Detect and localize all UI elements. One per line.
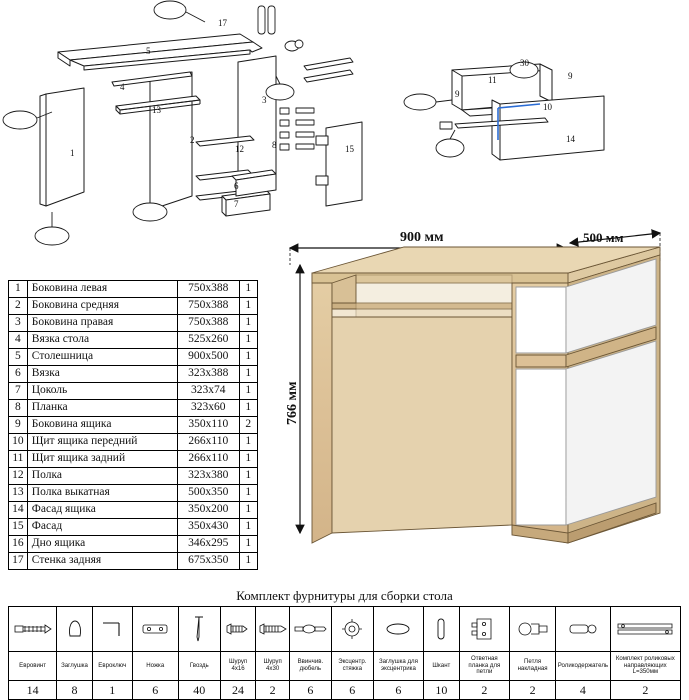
table-row [9, 536, 258, 553]
cap-icon [57, 607, 93, 652]
hardware-count: 10 [424, 681, 460, 700]
hardware-label: Гвоздь [178, 652, 220, 681]
part-number: 11 [9, 451, 28, 468]
hardware-label: Евровинт [9, 652, 57, 681]
part-name: Полка [27, 468, 177, 485]
table-row [9, 502, 258, 519]
svg-text:8: 8 [272, 140, 277, 150]
table-row [9, 366, 258, 383]
svg-text:5: 5 [146, 46, 151, 56]
table-row [9, 315, 258, 332]
desk-depth-label: 500 мм [583, 230, 624, 245]
euro-screw-icon [9, 607, 57, 652]
part-number: 15 [9, 519, 28, 536]
part-name: Стенка задняя [27, 553, 177, 570]
svg-text:3: 3 [262, 95, 267, 105]
hinge-overlay-icon [510, 607, 556, 652]
part-name: Вязка стола [27, 332, 177, 349]
part-number: 9 [9, 417, 28, 434]
part-dimension: 266x110 [177, 434, 239, 451]
part-name: Боковина средняя [27, 298, 177, 315]
parts-list-table [8, 280, 258, 570]
screw-4x30-icon [256, 607, 290, 652]
parts-list-body [9, 281, 258, 570]
part-dimension: 323x74 [177, 383, 239, 400]
part-dimension: 750x388 [177, 281, 239, 298]
part-name: Щит ящика задний [27, 451, 177, 468]
part-number: 7 [9, 383, 28, 400]
part-dimension: 350x430 [177, 519, 239, 536]
part-quantity: 1 [239, 281, 257, 298]
part-number: 1 [9, 281, 28, 298]
roller-rails-icon [610, 607, 680, 652]
part-dimension: 675x350 [177, 553, 239, 570]
part-quantity: 1 [239, 349, 257, 366]
hardware-count: 2 [510, 681, 556, 700]
table-row [9, 434, 258, 451]
eccentric-cap-icon [373, 607, 423, 652]
roller-holder-icon [556, 607, 611, 652]
part-name: Планка [27, 400, 177, 417]
table-row [9, 553, 258, 570]
part-number: 17 [9, 553, 28, 570]
part-quantity: 1 [239, 383, 257, 400]
hardware-label: Евроключ [92, 652, 132, 681]
hardware-count: 2 [459, 681, 509, 700]
part-quantity: 1 [239, 298, 257, 315]
table-row [9, 349, 258, 366]
part-name: Боковина правая [27, 315, 177, 332]
svg-text:9: 9 [568, 71, 573, 81]
part-name: Столешница [27, 349, 177, 366]
hardware-kit-title: Комплект фурнитуры для сборки стола [236, 588, 453, 603]
table-row [9, 468, 258, 485]
part-name: Полка выкатная [27, 485, 177, 502]
desk-dimension-drawing [270, 225, 685, 570]
part-dimension: 500x350 [177, 485, 239, 502]
hardware-count: 4 [556, 681, 611, 700]
part-quantity: 1 [239, 332, 257, 349]
part-quantity: 1 [239, 468, 257, 485]
hardware-count: 2 [256, 681, 290, 700]
euro-key-icon [92, 607, 132, 652]
hardware-count: 1 [92, 681, 132, 700]
svg-text:13: 13 [152, 105, 161, 115]
part-dimension: 266x110 [177, 451, 239, 468]
svg-text:1: 1 [70, 148, 75, 158]
hardware-label: Ножка [132, 652, 178, 681]
part-quantity: 1 [239, 315, 257, 332]
part-number: 8 [9, 400, 28, 417]
svg-text:12: 12 [235, 144, 244, 154]
nail-icon [178, 607, 220, 652]
table-row [9, 451, 258, 468]
part-name: Вязка [27, 366, 177, 383]
part-dimension: 750x388 [177, 298, 239, 315]
part-dimension: 323x380 [177, 468, 239, 485]
part-dimension: 350x110 [177, 417, 239, 434]
part-quantity: 1 [239, 451, 257, 468]
hardware-label: Эксцентр. стяжка [331, 652, 373, 681]
part-quantity: 1 [239, 502, 257, 519]
svg-text:11: 11 [488, 75, 497, 85]
dowel-screw-icon [289, 607, 331, 652]
svg-text:7: 7 [234, 199, 239, 209]
part-number: 10 [9, 434, 28, 451]
part-dimension: 323x60 [177, 400, 239, 417]
part-number: 2 [9, 298, 28, 315]
part-quantity: 2 [239, 417, 257, 434]
part-dimension: 525x260 [177, 332, 239, 349]
part-number: 14 [9, 502, 28, 519]
part-number: 13 [9, 485, 28, 502]
hardware-count: 6 [373, 681, 423, 700]
part-name: Дно ящика [27, 536, 177, 553]
hardware-label: Комплект роликовых направляющих L=350мм [610, 652, 680, 681]
part-dimension: 350x200 [177, 502, 239, 519]
table-row [9, 383, 258, 400]
screw-4x16-icon [220, 607, 256, 652]
hardware-label: Ввинчив. дюбель [289, 652, 331, 681]
table-row [9, 400, 258, 417]
svg-text:2: 2 [190, 135, 195, 145]
table-row [9, 485, 258, 502]
part-number: 6 [9, 366, 28, 383]
hardware-count: 40 [178, 681, 220, 700]
hardware-label: Шуруп 4х30 [256, 652, 290, 681]
table-row [9, 332, 258, 349]
foot-icon [132, 607, 178, 652]
part-name: Боковина ящика [27, 417, 177, 434]
part-quantity: 1 [239, 400, 257, 417]
part-number: 4 [9, 332, 28, 349]
table-row [9, 281, 258, 298]
hardware-label: Ответная планка для петли [459, 652, 509, 681]
svg-text:9: 9 [455, 89, 460, 99]
part-number: 5 [9, 349, 28, 366]
dowel-icon [424, 607, 460, 652]
hardware-label: Шкант [424, 652, 460, 681]
hardware-count: 6 [331, 681, 373, 700]
hinge-plate-icon [459, 607, 509, 652]
exploded-assembly-diagram [0, 0, 689, 250]
part-dimension: 323x388 [177, 366, 239, 383]
hardware-label: Шуруп 4х16 [220, 652, 256, 681]
table-row [9, 417, 258, 434]
hardware-kit-table [8, 606, 681, 700]
desk-height-label: 766 мм [285, 381, 300, 425]
hardware-count: 24 [220, 681, 256, 700]
part-number: 3 [9, 315, 28, 332]
hardware-count: 14 [9, 681, 57, 700]
part-quantity: 1 [239, 553, 257, 570]
part-number: 12 [9, 468, 28, 485]
hardware-count: 2 [610, 681, 680, 700]
svg-text:10: 10 [543, 102, 552, 112]
table-row [9, 519, 258, 536]
part-dimension: 346x295 [177, 536, 239, 553]
eccentric-tie-icon [331, 607, 373, 652]
hardware-label: Заглушка для эксцентрика [373, 652, 423, 681]
hardware-label: Заглушка [57, 652, 93, 681]
part-quantity: 1 [239, 366, 257, 383]
part-name: Боковина левая [27, 281, 177, 298]
part-name: Щит ящика передний [27, 434, 177, 451]
part-quantity: 1 [239, 485, 257, 502]
svg-text:15: 15 [345, 144, 354, 154]
part-quantity: 1 [239, 536, 257, 553]
part-name: Фасад [27, 519, 177, 536]
hardware-count: 8 [57, 681, 93, 700]
hardware-count: 6 [132, 681, 178, 700]
part-quantity: 1 [239, 519, 257, 536]
hardware-label: Роликодержатель [556, 652, 611, 681]
desk-width-label: 900 мм [400, 230, 444, 245]
svg-text:4: 4 [120, 82, 125, 92]
hardware-label: Петля накладная [510, 652, 556, 681]
part-name: Цоколь [27, 383, 177, 400]
hardware-count: 6 [289, 681, 331, 700]
part-number: 16 [9, 536, 28, 553]
svg-text:14: 14 [566, 134, 575, 144]
part-name: Фасад ящика [27, 502, 177, 519]
svg-text:30: 30 [520, 58, 529, 68]
svg-text:17: 17 [218, 18, 227, 28]
svg-text:6: 6 [234, 181, 239, 191]
table-row [9, 298, 258, 315]
part-dimension: 900x500 [177, 349, 239, 366]
part-quantity: 1 [239, 434, 257, 451]
part-dimension: 750x388 [177, 315, 239, 332]
